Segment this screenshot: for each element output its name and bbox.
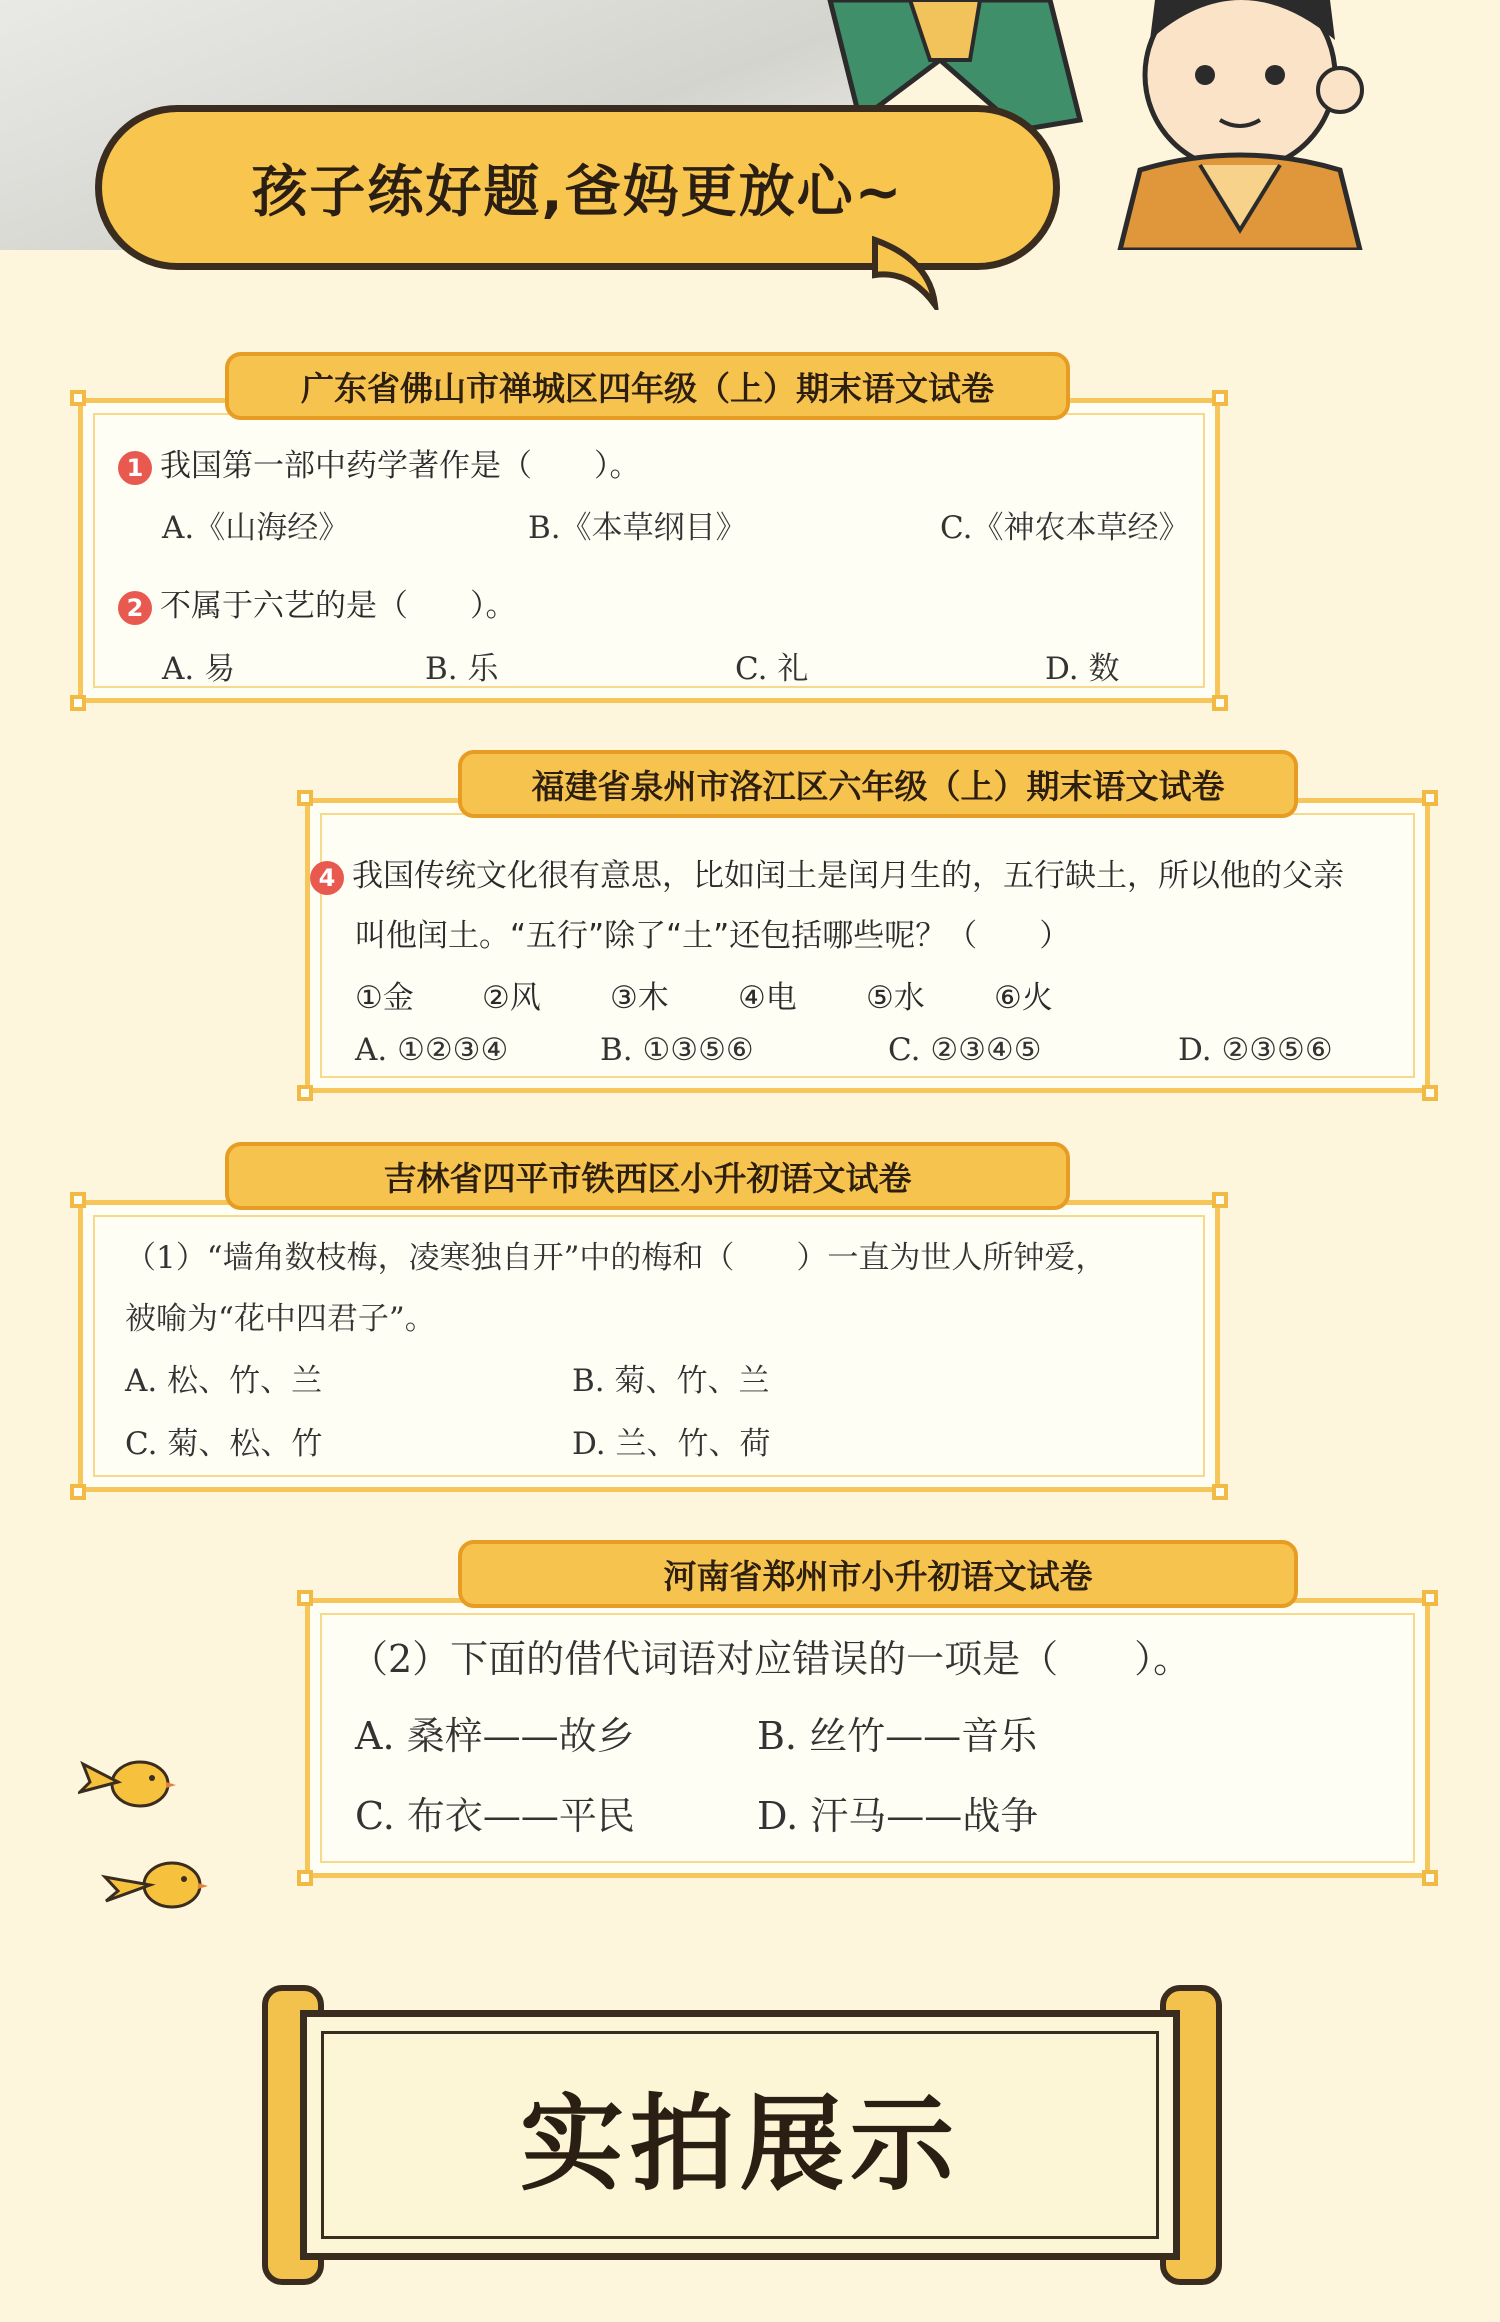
option-d: D. 数 <box>1045 651 1120 687</box>
section-title: 实拍展示 <box>519 2083 960 2205</box>
option-a: A. ①②③④ <box>355 1032 509 1068</box>
question-text: 我国第一部中药学著作是（ ）。 <box>160 448 641 484</box>
option-a: A. 松、竹、兰 <box>125 1363 323 1399</box>
exam-title-tag: 河南省郑州市小升初语文试卷 <box>458 1540 1298 1608</box>
option-c: C. 菊、松、竹 <box>125 1426 323 1462</box>
card-corner <box>297 790 313 806</box>
card-corner <box>1422 1590 1438 1606</box>
question-text: 我国传统文化很有意思，比如闰土是闰月生的，五行缺土，所以他的父亲 <box>352 858 1344 894</box>
question-2 <box>118 580 517 625</box>
option-a: A.《山海经》 <box>162 510 350 546</box>
option-b: B. 丝竹——音乐 <box>757 1714 1038 1758</box>
question-number-badge: 2 <box>118 591 152 625</box>
question-1 <box>118 440 641 485</box>
question-text-line1: （1）“墙角数枝梅，凌寒独自开”中的梅和（ ）一直为世人所钟爱， <box>125 1240 1107 1276</box>
question-text: 不属于六艺的是（ ）。 <box>160 588 517 624</box>
element-1: ①金 <box>355 980 414 1016</box>
option-b: B. ①③⑤⑥ <box>600 1032 754 1068</box>
card-corner <box>297 1590 313 1606</box>
option-c: C. ②③④⑤ <box>888 1032 1042 1068</box>
option-d: D. 兰、竹、荷 <box>572 1426 771 1462</box>
option-b: B. 菊、竹、兰 <box>572 1363 770 1399</box>
bird-icon <box>100 1855 210 1915</box>
option-d: D. ②③⑤⑥ <box>1178 1032 1333 1068</box>
question-number-badge: 1 <box>118 451 152 485</box>
question-4-line2: 叫他闰土。“五行”除了“土”还包括哪些呢？（ ） <box>355 918 1071 954</box>
option-c: C. 礼 <box>735 651 809 687</box>
card-corner <box>1422 1870 1438 1886</box>
bird-icon <box>78 1752 178 1812</box>
element-4: ④电 <box>738 980 797 1016</box>
card-corner <box>1212 390 1228 406</box>
option-a: A. 易 <box>162 651 236 687</box>
card-corner <box>297 1085 313 1101</box>
card-corner <box>1422 1085 1438 1101</box>
exam-title-tag: 福建省泉州市洛江区六年级（上）期末语文试卷 <box>458 750 1298 818</box>
exam-title-tag: 吉林省四平市铁西区小升初语文试卷 <box>225 1142 1070 1210</box>
question-4-line1 <box>310 850 1344 895</box>
card-corner <box>70 1484 86 1500</box>
question-text: （2）下面的借代词语对应错误的一项是（ ）。 <box>350 1637 1192 1681</box>
card-corner <box>70 695 86 711</box>
card-corner <box>70 390 86 406</box>
card-corner <box>1212 1192 1228 1208</box>
element-2: ②风 <box>482 980 541 1016</box>
option-a: A. 桑梓——故乡 <box>355 1714 635 1758</box>
card-corner <box>297 1870 313 1886</box>
option-b: B.《本草纲目》 <box>528 510 747 546</box>
element-5: ⑤水 <box>866 980 925 1016</box>
option-c: C.《神农本草经》 <box>940 510 1190 546</box>
card-corner <box>1212 695 1228 711</box>
question-text-line2: 被喻为“花中四君子”。 <box>125 1301 436 1337</box>
option-b: B. 乐 <box>425 651 499 687</box>
element-6: ⑥火 <box>994 980 1053 1016</box>
card-corner <box>1212 1484 1228 1500</box>
option-c: C. 布衣——平民 <box>355 1794 635 1838</box>
exam-title-tag: 广东省佛山市禅城区四年级（上）期末语文试卷 <box>225 352 1070 420</box>
question-number-badge: 4 <box>310 861 344 895</box>
element-3: ③木 <box>610 980 669 1016</box>
option-d: D. 汗马——战争 <box>757 1794 1039 1838</box>
card-corner <box>1422 790 1438 806</box>
card-corner <box>70 1192 86 1208</box>
slogan-text: 孩子练好题,爸妈更放心~ <box>251 159 904 225</box>
